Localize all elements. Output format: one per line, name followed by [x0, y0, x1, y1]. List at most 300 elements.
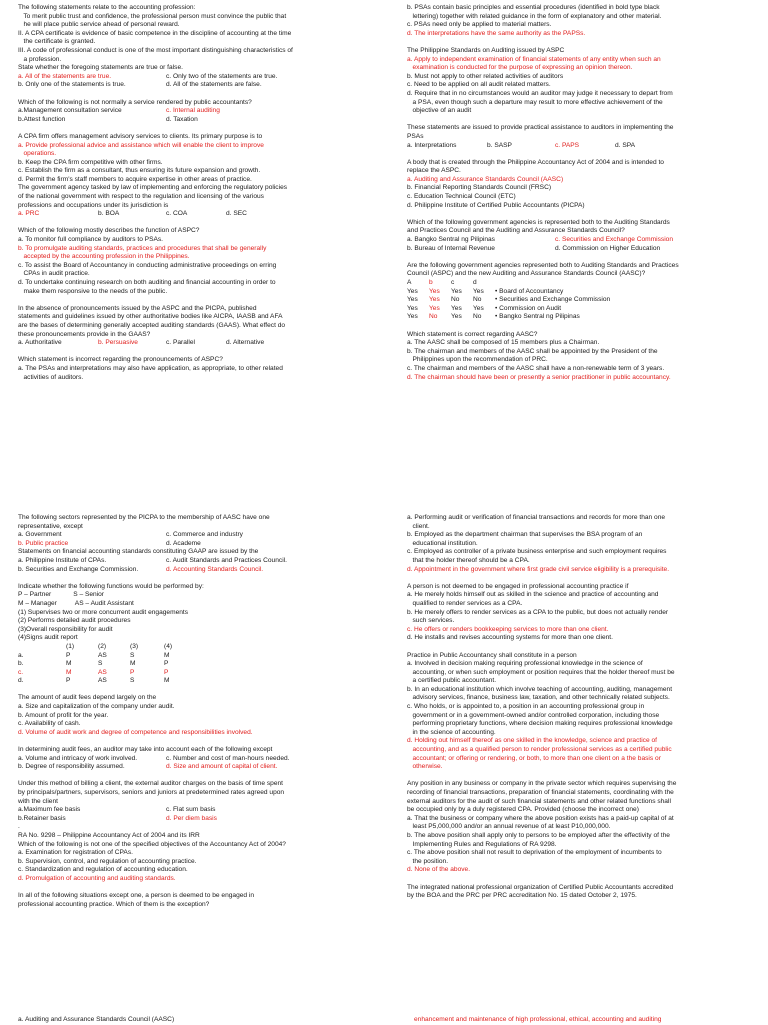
text-line — [18, 374, 322, 383]
question-block — [18, 892, 322, 909]
line-text: b. The above position shall apply only to persons to be employed after the effectivity of the — [407, 831, 670, 839]
grid-cell: P — [130, 668, 135, 676]
text-line — [407, 107, 711, 116]
question-block — [407, 331, 711, 383]
text-line — [18, 694, 322, 703]
text-line — [18, 142, 322, 151]
text-line — [18, 652, 322, 661]
text-line — [407, 374, 711, 383]
line-text: a certified public accountant. — [407, 677, 497, 685]
line-text: a. He merely holds himself out as skilled in the science and practice of accounting and — [407, 591, 659, 599]
grid-cell: d. — [18, 677, 24, 685]
grid-cell: M — [66, 668, 72, 676]
line-text: (3)Overall responsibility for audit — [18, 625, 113, 633]
question-block — [407, 583, 711, 643]
line-text: c. Need to be applied on all audit related matters. — [407, 81, 551, 89]
line-text: In all of the following situations except one, a person is deemed to be engaged in — [18, 892, 255, 900]
line-text: These statements are issued to provide practical assistance to auditors in implementing the — [407, 124, 674, 132]
line-text: b. He merely offers to render services as a CPA to the public, but does not actually render — [407, 608, 669, 616]
answer-choice: d. Academe — [166, 539, 201, 547]
text-line — [18, 746, 322, 755]
answer-choice: d. All of the statements are false. — [166, 81, 262, 89]
text-line — [407, 531, 711, 540]
text-line — [407, 720, 711, 729]
text-line — [18, 755, 322, 764]
line-text: d. Volume of audit work and degree of competence and responsibilities involved. — [18, 728, 253, 736]
text-line — [18, 81, 322, 90]
text-line — [18, 617, 322, 626]
line-text: b. Keep the CPA firm competitive with other firms. — [18, 158, 163, 166]
text-line — [18, 184, 322, 193]
line-text: Which of the following mostly describes the function of ASPC? — [18, 227, 200, 235]
text-line — [18, 643, 322, 652]
line-text: performing proprietary functions, where decision making requires professional knowledge — [407, 720, 673, 728]
text-line — [407, 780, 711, 789]
line-text: The following sectors represented by the PICPA to the membership of AASC have one — [18, 514, 270, 521]
grid-cell: • Securities and Exchange Commission — [495, 296, 611, 304]
text-line — [18, 600, 322, 609]
line-text: by principals/partners, supervisors, seniors and juniors at predetermined rates agreed upon — [18, 789, 285, 796]
text-line — [407, 849, 711, 858]
answer-choice: d. Alternative — [226, 339, 265, 347]
text-line — [18, 523, 322, 532]
text-line — [18, 253, 322, 262]
grid-cell: S — [130, 677, 135, 685]
text-line — [407, 30, 711, 39]
line-text: b. To promulgate auditing standards, practices and procedures that shall be generally — [18, 244, 267, 252]
text-line — [407, 365, 711, 374]
line-text: Which of the following government agencies is represented both to the Auditing Standards — [407, 218, 670, 226]
text-line — [407, 305, 711, 314]
text-line — [18, 660, 322, 669]
text-line — [407, 660, 711, 669]
text-line — [407, 823, 711, 832]
line-text: objective of an audit — [407, 107, 472, 115]
line-text: c. Availability of cash. — [18, 720, 81, 728]
text-line — [407, 866, 711, 875]
text-line — [407, 193, 711, 202]
line-text: Under this method of billing a client, the external auditor charges on the basis of time spent — [18, 780, 283, 788]
cutoff-line-left: a. Auditing and Assurance Standards Council (AASC) — [18, 1016, 175, 1023]
question-block — [407, 124, 711, 150]
line-text: A person is not deemed to be engaged in professional accounting practice if — [407, 582, 629, 590]
line-text: are the bases of determining generally accepted auditing standards (GAAS). What effect do — [18, 321, 286, 329]
question-block — [18, 133, 322, 219]
text-line — [407, 142, 711, 151]
line-text: b. Public practice — [18, 539, 69, 547]
line-text: make them responsive to the needs of the public. — [18, 287, 168, 295]
grid-cell: M — [164, 651, 170, 659]
grid-cell: AS — [98, 668, 107, 676]
line-text: To merit public trust and confidence, the professional person must convince the public that — [18, 12, 287, 20]
line-text: recording of financial transactions, preparation of financial statements, coordinating with the — [407, 789, 674, 796]
line-text: qualified to render services as a CPA. — [407, 599, 523, 607]
line-text: b.Retainer basis — [18, 814, 66, 822]
text-line — [407, 184, 711, 193]
answer-choice: d. Per diem basis — [166, 814, 217, 822]
grid-cell: • Commission on Audit — [495, 304, 562, 312]
grid-cell: b. — [18, 660, 24, 668]
line-text: a.Maximum fee basis — [18, 806, 81, 814]
line-text: a.Management consultation service — [18, 107, 122, 115]
text-line — [18, 339, 322, 348]
text-line — [18, 159, 322, 168]
line-text: M – Manager AS – Audit Assistant — [18, 599, 134, 607]
line-text: Statements on financial accounting standards constituting GAAP are issued by the — [18, 548, 259, 556]
text-line — [18, 780, 322, 789]
grid-cell: (4) — [164, 642, 173, 650]
line-text: otherwise. — [407, 763, 443, 771]
line-text: Council (ASPC) and the new Auditing and Assurance Standards Council (AASC)? — [407, 270, 646, 278]
line-text: least P5,000,000 and/or an annual revenue of at least P10,000,000. — [407, 823, 611, 831]
grid-cell: AS — [98, 651, 107, 659]
line-text: d. He installs and revises accounting systems for more than one client. — [407, 634, 613, 642]
text-line — [18, 150, 322, 159]
line-text: external auditors for the audit of such financial statements and other related functions shall — [407, 797, 671, 805]
grid-cell: Yes — [473, 287, 484, 295]
text-line — [407, 219, 711, 228]
question-block — [407, 159, 711, 211]
text-line — [407, 296, 711, 305]
page-top-right-column — [407, 4, 711, 391]
answer-choice: b. Persuasive — [98, 339, 138, 347]
grid-cell: AS — [98, 677, 107, 685]
text-line — [18, 288, 322, 297]
answer-choice: c. Securities and Exchange Commission — [555, 236, 674, 244]
text-line — [18, 262, 322, 271]
line-text: b. Bureau of Internal Revenue — [407, 244, 495, 252]
text-line — [18, 626, 322, 635]
text-line — [407, 21, 711, 30]
grid-cell: c — [451, 279, 455, 286]
line-text: professions and occupations under its jurisdiction is — [18, 201, 169, 209]
line-text: examination is conducted for the purpose of expressing an opinion thereon. — [407, 64, 633, 72]
line-text: The integrated national professional organization of Certified Public Accountants accredited — [407, 883, 674, 891]
text-line — [18, 202, 322, 211]
text-line — [18, 815, 322, 824]
line-text: In the absence of pronouncements issued by the ASPC and the PICPA, published — [18, 304, 257, 312]
line-text: c. The chairman and members of the AASC shall have a non-renewable term of 3 years. — [407, 364, 665, 372]
text-line — [407, 729, 711, 738]
text-line — [18, 849, 322, 858]
text-line — [407, 47, 711, 56]
line-text: The government agency tasked by law of implementing and enforcing the regulatory policies — [18, 184, 288, 192]
text-line — [407, 331, 711, 340]
text-line — [18, 13, 322, 22]
line-text: d. Philippine Institute of Certified Public Accountants (PICPA) — [407, 201, 585, 209]
text-line — [407, 540, 711, 549]
line-text: with the client — [18, 797, 58, 805]
text-line — [18, 669, 322, 678]
line-text: activities of auditors. — [18, 373, 84, 381]
text-line — [407, 56, 711, 65]
question-block — [18, 583, 322, 686]
grid-cell: Yes — [451, 287, 462, 295]
line-text: a. Involved in decision making requiring professional knowledge in the science of — [407, 660, 643, 668]
text-line — [18, 331, 322, 340]
line-text: c. PSAs need only be applied to material matters. — [407, 21, 552, 29]
text-line — [18, 729, 322, 738]
line-text: a. Auditing and Assurance Standards Council (AASC) — [407, 175, 564, 183]
text-line — [18, 591, 322, 600]
text-line — [18, 806, 322, 815]
line-text: Practice in Public Accountancy shall constitute in a person — [407, 651, 577, 659]
line-text: PSAs — [407, 132, 424, 140]
answer-choice: c. Number and cost of man-hours needed. — [166, 754, 290, 762]
line-text: a. Examination for registration of CPAs. — [18, 849, 133, 857]
line-text: Philippines upon the recommendation of PRC. — [407, 356, 548, 364]
line-text: b. Degree of responsibility assumed. — [18, 763, 125, 771]
line-text: d. Require that in no circumstances would an auditor may judge it necessary to depart from — [407, 89, 673, 97]
text-line — [407, 884, 711, 893]
line-text: P – Partner S – Senior — [18, 591, 105, 599]
line-text: a. Bangko Sentral ng Pilipinas — [407, 236, 495, 244]
answer-choice: d. Commission on Higher Education — [555, 244, 661, 252]
text-line — [407, 557, 711, 566]
grid-cell: Yes — [473, 304, 484, 312]
text-line — [407, 815, 711, 824]
line-text: c. He offers or renders bookkeeping services to more than one client. — [407, 625, 609, 633]
line-text: representative, except — [18, 522, 83, 530]
text-line — [18, 279, 322, 288]
grid-cell: P — [164, 660, 169, 668]
text-line — [18, 858, 322, 867]
grid-cell: No — [429, 313, 438, 321]
text-line — [18, 313, 322, 322]
text-line — [407, 245, 711, 254]
text-line — [18, 133, 322, 142]
line-text: b. Only one of the statements is true. — [18, 81, 126, 89]
text-line — [407, 600, 711, 609]
text-line — [407, 313, 711, 322]
text-line — [407, 703, 711, 712]
line-text: statements and guidelines issued by other authoritative bodies like AICPA, IAASB and AFA — [18, 313, 283, 321]
line-text: c. Establish the firm as a consultant, thus ensuring its future expansion and growth. — [18, 167, 261, 175]
grid-cell: A — [407, 279, 412, 286]
text-line — [18, 566, 322, 575]
line-text: a profession. — [18, 55, 62, 63]
text-line — [18, 789, 322, 798]
line-text: b. Employed as the department chairman that supervises the BSA program of an — [407, 531, 643, 539]
text-line — [18, 30, 322, 39]
answer-choice: d. SPA — [615, 141, 636, 149]
line-text: replace the ASPC. — [407, 167, 461, 175]
grid-cell: P — [164, 668, 169, 676]
line-text: c. Education Technical Council (ETC) — [407, 193, 516, 201]
text-line — [18, 763, 322, 772]
grid-cell: Yes — [429, 287, 440, 295]
line-text: government or in a government-owned and/or controlled corporation, including those — [407, 711, 660, 719]
text-line — [407, 99, 711, 108]
text-line — [18, 875, 322, 884]
text-line — [18, 236, 322, 245]
text-line — [18, 107, 322, 116]
line-text: b. Supervision, control, and regulation of accounting practice. — [18, 857, 197, 865]
text-line — [407, 832, 711, 841]
grid-cell: Yes — [407, 304, 418, 312]
text-line — [18, 21, 322, 30]
line-text: Which of the following is not one of the specified objectives of the Accountancy Act of 2004? — [18, 840, 286, 848]
text-line — [407, 892, 711, 901]
line-text: such services. — [407, 617, 455, 625]
text-line — [18, 892, 322, 901]
question-block — [407, 47, 711, 116]
line-text: professional accounting practice. Which of them is the exception? — [18, 900, 210, 908]
line-text: a. Philippine Institute of CPAs. — [18, 556, 107, 564]
line-text: d. Holding out himself thereof as one skilled in the knowledge, science and practice of — [407, 737, 657, 745]
answer-choice: c. Commerce and industry — [166, 531, 243, 539]
text-line — [407, 712, 711, 721]
line-text: (1) Supervises two or more concurrent audit engagements — [18, 608, 189, 616]
page-top-left-column — [18, 4, 322, 391]
text-line — [407, 763, 711, 772]
text-line — [407, 652, 711, 661]
answer-choice: a. PRC — [18, 210, 40, 218]
question-block — [407, 514, 711, 574]
text-line — [407, 159, 711, 168]
line-text: The amount of audit fees depend largely on the — [18, 694, 157, 702]
text-line — [18, 245, 322, 254]
text-line — [18, 38, 322, 47]
line-text: be occupied only by a duly registered CPA. Provided (choose the incorrect one) — [407, 806, 639, 814]
text-line — [407, 262, 711, 271]
line-text: c. Who holds, or is appointed to, a position in an accounting professional group in — [407, 703, 645, 711]
cutoff-line-right: enhancement and maintenance of high professional, ethical, accounting and auditing — [414, 1016, 662, 1023]
grid-cell: M — [130, 660, 136, 668]
text-line — [407, 617, 711, 626]
line-text: a. All of the statements are true. — [18, 72, 112, 80]
line-text: c. Standardization and regulation of accounting education. — [18, 866, 188, 874]
answer-choice: c. Internal auditing — [166, 107, 220, 115]
line-text: d. None of the above. — [407, 866, 471, 874]
text-line — [407, 609, 711, 618]
grid-cell: Yes — [451, 304, 462, 312]
text-line — [407, 806, 711, 815]
line-text: operations. — [18, 150, 57, 158]
answer-choice: d. Taxation — [166, 115, 198, 123]
grid-cell: Yes — [429, 304, 440, 312]
text-line — [407, 841, 711, 850]
text-line — [18, 514, 322, 523]
line-text: the certificate is granted. — [18, 38, 96, 46]
line-text: Implementing Rules and Regulations of RA 9298. — [407, 840, 557, 848]
text-line — [407, 176, 711, 185]
line-text: The following statements relate to the accounting profession: — [18, 4, 196, 11]
line-text: Which statement is correct regarding AASC? — [407, 330, 538, 338]
line-text: a. To monitor full compliance by auditors to PSAs. — [18, 236, 164, 244]
text-line — [18, 901, 322, 910]
grid-cell: Yes — [407, 287, 418, 295]
line-text: of the national government with respect to the regulation and licensing of the various — [18, 193, 264, 201]
line-text: b. Amount of profit for the year. — [18, 711, 109, 719]
text-line — [407, 858, 711, 867]
line-text: accountant; or offering or rendering, or both, to more than one client on a the basis or — [407, 754, 661, 762]
line-text: a. Apply to independent examination of financial statements of any entity when such an — [407, 55, 661, 63]
line-text: c. The above position shall not result to deprivation of the employment of incumbents to — [407, 849, 662, 857]
answer-choice: c. PAPS — [555, 141, 580, 149]
text-line — [18, 322, 322, 331]
grid-cell: No — [473, 313, 482, 321]
line-text: in the science of accounting. — [407, 728, 496, 736]
text-line — [407, 236, 711, 245]
text-line — [18, 167, 322, 176]
text-line — [407, 288, 711, 297]
answer-choice: c. Only two of the statements are true. — [166, 72, 278, 80]
text-line — [407, 133, 711, 142]
line-text: c. Employed as controller of a private business enterprise and such employment requires — [407, 548, 667, 556]
line-text: a. Provide professional advice and assistance which will enable the client to improve — [18, 141, 264, 149]
grid-cell: Yes — [407, 313, 418, 321]
text-line — [18, 798, 322, 807]
line-text: d. Promulgation of accounting and auditing standards. — [18, 874, 176, 882]
answer-choice: b. SASP — [487, 141, 512, 149]
line-text: CPAs in audit practice. — [18, 270, 90, 278]
text-line — [407, 90, 711, 99]
line-text: d. Appointment in the government where first grade civil service eligibility is a prerequisite. — [407, 565, 670, 573]
text-line — [407, 789, 711, 798]
line-text: d. Permit the firm's staff members to acquire expertise in other areas of practice. — [18, 175, 252, 183]
text-line — [407, 270, 711, 279]
grid-cell: M — [66, 660, 72, 668]
line-text: educational institution. — [407, 539, 478, 547]
line-text: d. To undertake continuing research on both auditing and financial accounting in order to — [18, 279, 276, 286]
grid-cell: No — [473, 296, 482, 304]
question-block — [407, 884, 711, 901]
line-text: a. Size and capitalization of the company under audit. — [18, 703, 175, 711]
question-block — [18, 99, 322, 125]
line-text: (4)Signs audit report — [18, 634, 78, 642]
text-line — [407, 669, 711, 678]
line-text: d. The chairman should have been or presently a senior practitioner in public accountancy. — [407, 373, 671, 381]
page-bottom-left-column — [18, 514, 322, 918]
text-line — [407, 356, 711, 365]
text-line — [18, 176, 322, 185]
page-bottom-right-column — [407, 514, 711, 909]
text-line — [407, 339, 711, 348]
line-text: these pronouncements provide in the GAAS? — [18, 330, 151, 338]
text-line — [18, 4, 322, 13]
text-line — [407, 634, 711, 643]
line-text: b. The chairman and members of the AASC shall be appointed by the President of the — [407, 347, 658, 355]
line-text: accounting, or when such employment or position requires that the holder thereof must be — [407, 668, 675, 676]
question-block — [18, 514, 322, 574]
text-line — [18, 720, 322, 729]
text-line — [407, 677, 711, 686]
text-line — [18, 227, 322, 236]
grid-cell: No — [451, 296, 460, 304]
line-text: a. The PSAs and interpretations may also have application, as appropriate, to other related — [18, 364, 283, 372]
grid-cell: (1) — [66, 642, 75, 650]
text-line — [18, 56, 322, 65]
answer-choice: d. Size and amount of capital of client. — [166, 763, 278, 771]
text-line — [18, 832, 322, 841]
grid-cell: a. — [18, 651, 24, 659]
line-text: Are the following government agencies represented both to Auditing Standards and Practices — [407, 261, 679, 269]
text-line — [18, 531, 322, 540]
line-text: the position. — [407, 857, 449, 865]
text-line — [407, 124, 711, 133]
line-text: b. Financial Reporting Standards Council (FRSC) — [407, 184, 552, 192]
grid-cell: b — [429, 279, 433, 286]
line-text: A CPA firm offers management advisory services to clients. Its primary purpose is to — [18, 132, 263, 140]
text-line — [407, 514, 711, 523]
question-block — [407, 780, 711, 875]
grid-cell: P — [66, 651, 71, 659]
text-line — [407, 167, 711, 176]
text-line — [18, 557, 322, 566]
grid-cell: (2) — [98, 642, 107, 650]
text-line — [407, 73, 711, 82]
